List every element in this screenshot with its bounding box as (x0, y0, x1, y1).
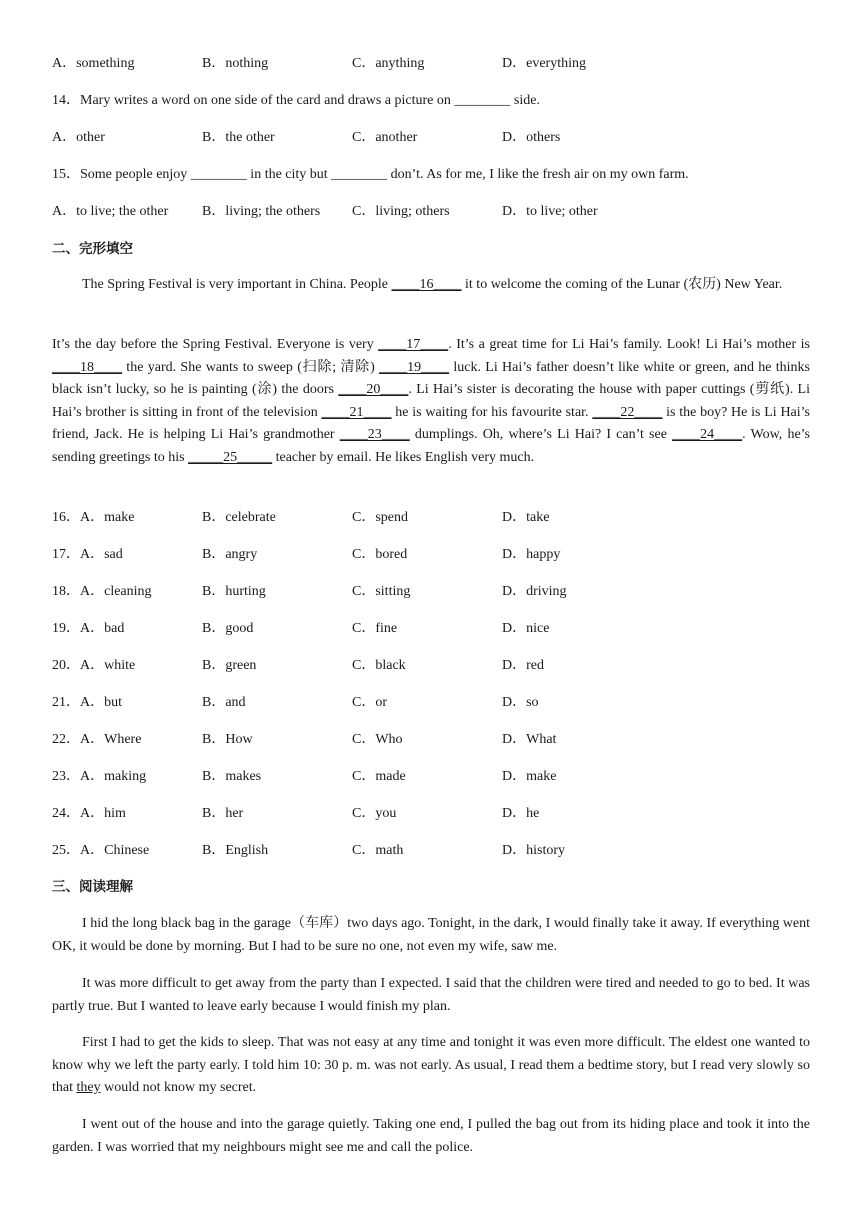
q15-stem: 15．Some people enjoy ________ in the city but ________ don’t. As for me, I like the fresh air on my own farm. (52, 167, 689, 182)
blank-18: ____18____ (52, 359, 122, 375)
option-d: D．take (502, 510, 550, 525)
option-a: 22．A．Where (52, 732, 142, 747)
option-a: 17．A．sad (52, 547, 123, 562)
option-a: 23．A．making (52, 769, 147, 784)
option-b: B．and (202, 695, 246, 710)
option-c: C．spend (352, 510, 408, 525)
option-d: D．to live; other (502, 204, 598, 219)
blank-25: _____25_____ (188, 449, 273, 465)
option-b: B．makes (202, 769, 262, 784)
option-d: D．red (502, 658, 544, 673)
option-c: C．made (352, 769, 406, 784)
option-c: C．living; others (352, 204, 450, 219)
option-d: D．others (502, 130, 561, 145)
option-a: 24．A．him (52, 806, 126, 821)
option-a: A．other (52, 130, 105, 145)
option-a: 19．A．bad (52, 621, 125, 636)
option-c: C．math (352, 843, 404, 858)
blank-17: ____17____ (378, 337, 449, 352)
blank-20: ____20____ (338, 382, 409, 397)
reading-paragraph-4: I went out of the house and into the garage quietly. Taking one end, I pulled the bag out from its hiding place and took it into the garden. I was worried that my neighbours might see me and call the police. (52, 1117, 810, 1155)
blank-16: ____16____ (391, 277, 462, 292)
option-c: C．or (352, 695, 387, 710)
option-d: D．he (502, 806, 540, 821)
option-b: B．How (202, 732, 253, 747)
reading-paragraph-3: First I had to get the kids to sleep. That was not easy at any time and tonight it was even more difficult. The eldest one wanted to know why we left the party early. I told him 10: 30 p. m. was not early. As usual, I read them a bedtime story, but I read very slowly so that they would not know my secret. (52, 1035, 810, 1095)
option-b: B．angry (202, 547, 258, 562)
option-b: B．English (202, 843, 269, 858)
underlined-word: they (76, 1080, 101, 1095)
option-a: 20．A．white (52, 658, 136, 673)
option-d: D．driving (502, 584, 567, 599)
blank-24: ____24____ (672, 427, 743, 442)
option-b: B．green (202, 658, 257, 673)
option-c: C．sitting (352, 584, 411, 599)
section-heading-reading: 三、阅读理解 (52, 879, 133, 895)
option-d: D．everything (502, 56, 586, 71)
blank-19: ____19____ (379, 359, 450, 375)
reading-paragraph-2: It was more difficult to get away from the party than I expected. I said that the children were tired and needed to go to bed. It was partly true. But I wanted to leave early because I would finish my plan. (52, 976, 810, 1014)
option-a: A．something (52, 56, 135, 71)
cloze-paragraph-2: It’s the day before the Spring Festival. Everyone is very ____17____. It’s a great time for Li Hai’s family. Look! Li Hai’s mother is ____18____ the yard. She wants to sweep (扫除; 清除) ____19____ luck. Li Hai’s father doesn’t like white or green, and he thinks black isn’t lucky, so he is painting (涂) the doors ____20____. Li Hai’s sister is decorating the house with paper cuttings (剪纸). Li Hai’s brother is sitting in front of the television ____21____ he is waiting for his favourite star. ____22____ is the boy? He is Li Hai’s friend, Jack. He is helping Li Hai’s grandmother ____23____ dumplings. Oh, where’s Li Hai? I can’t see ____24____. Wow, he’s sending greetings to his _____25_____ teacher by email. He likes English very much. (52, 337, 811, 465)
option-d: D．What (502, 732, 557, 747)
option-b: B．living; the others (202, 204, 321, 219)
option-d: D．happy (502, 547, 561, 562)
option-c: C．another (352, 130, 418, 145)
option-b: B．her (202, 806, 244, 821)
option-a: 25．A．Chinese (52, 843, 150, 858)
option-a: 21．A．but (52, 695, 122, 710)
option-b: B．the other (202, 130, 275, 145)
option-c: C．Who (352, 732, 403, 747)
reading-paragraph-1: I hid the long black bag in the garage（车库）two days ago. Tonight, in the dark, I would finally take it away. If everything went OK, it would be done by morning. But I had to be sure no one, not even my wife, saw me. (52, 916, 810, 954)
option-d: D．history (502, 843, 565, 858)
section-heading-cloze: 二、完形填空 (52, 241, 133, 257)
blank-21: ____21____ (321, 404, 392, 420)
option-d: D．so (502, 695, 539, 710)
blank-23: ____23____ (339, 427, 410, 442)
option-b: B．hurting (202, 584, 266, 599)
q14-stem: 14．Mary writes a word on one side of the card and draws a picture on ________ side. (52, 93, 540, 108)
option-a: 16．A．make (52, 510, 135, 525)
option-c: C．you (352, 806, 397, 821)
option-a: 18．A．cleaning (52, 584, 152, 599)
option-d: D．nice (502, 621, 550, 636)
option-c: C．anything (352, 56, 425, 71)
option-b: B．good (202, 621, 254, 636)
option-c: C．black (352, 658, 406, 673)
blank-22: ____22____ (592, 404, 663, 420)
option-b: B．nothing (202, 56, 269, 71)
option-c: C．bored (352, 547, 408, 562)
option-c: C．fine (352, 621, 398, 636)
option-b: B．celebrate (202, 510, 276, 525)
option-a: A．to live; the other (52, 204, 169, 219)
option-d: D．make (502, 769, 557, 784)
cloze-paragraph-1: The Spring Festival is very important in China. People ____16____ it to welcome the coming of the Lunar (农历) New Year. (82, 277, 783, 292)
